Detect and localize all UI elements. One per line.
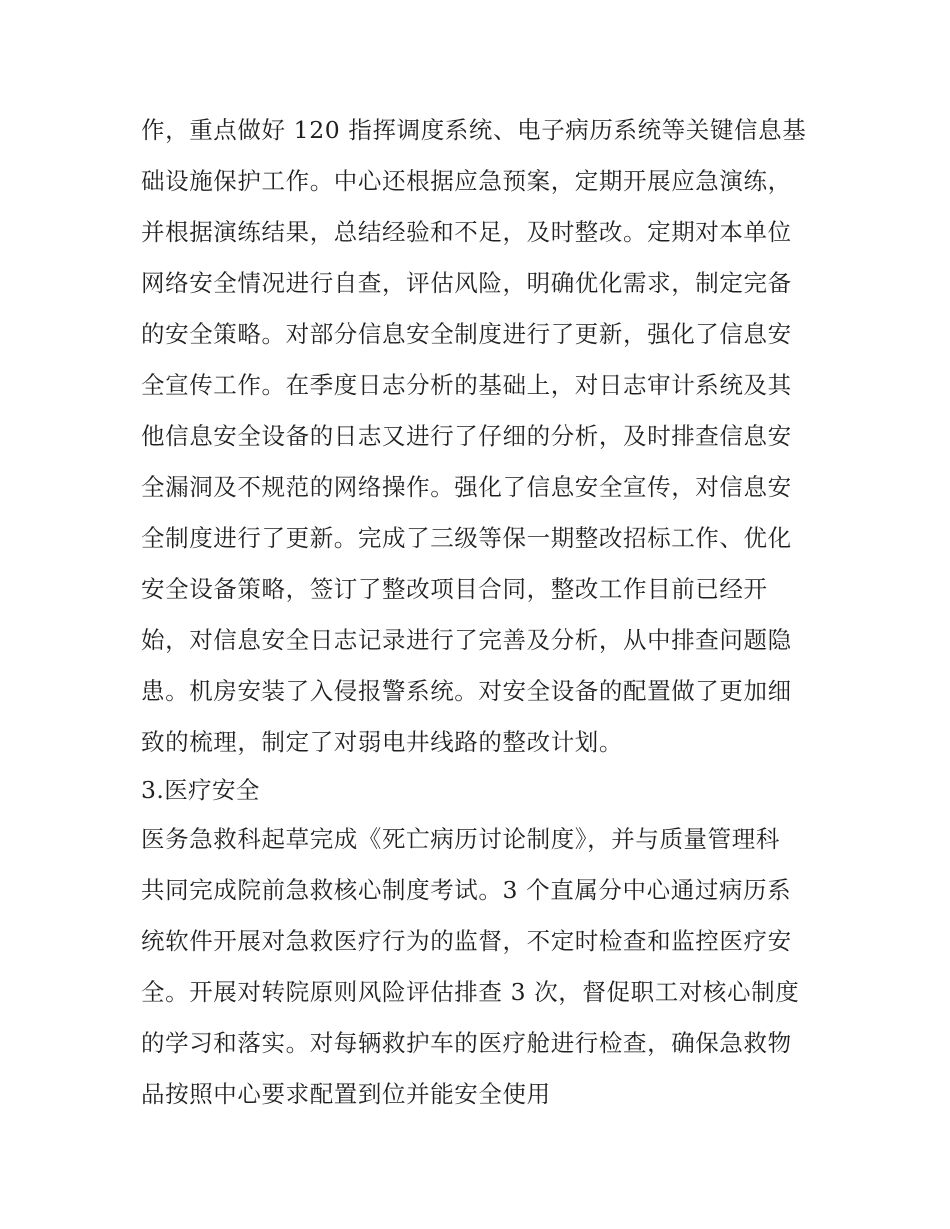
paragraph-line: 作，重点做好 120 指挥调度系统、电子病历系统等关键信息基 — [141, 116, 807, 144]
paragraph-line: 网络安全情况进行自查，评估风险，明确优化需求，制定完备 — [141, 269, 792, 297]
section-heading: 3.医疗安全 — [141, 776, 260, 804]
paragraph-line: 全宣传工作。在季度日志分析的基础上，对日志审计系统及其 — [141, 371, 792, 399]
paragraph-line: 安全设备策略，签订了整改项目合同，整改工作目前已经开 — [141, 575, 768, 603]
paragraph-line: 统软件开展对急救医疗行为的监督，不定时检查和监控医疗安 — [141, 927, 792, 955]
paragraph-line: 医务急救科起草完成《死亡病历讨论制度》，并与质量管理科 — [141, 825, 780, 853]
paragraph-line: 础设施保护工作。中心还根据应急预案，定期开展应急演练， — [141, 167, 792, 195]
paragraph-line: 品按照中心要求配置到位并能安全使用 — [141, 1080, 551, 1108]
paragraph-line: 他信息安全设备的日志又进行了仔细的分析，及时排查信息安 — [141, 422, 792, 450]
paragraph-line: 并根据演练结果，总结经验和不足，及时整改。定期对本单位 — [141, 218, 792, 246]
paragraph-line: 全漏洞及不规范的网络操作。强化了信息安全宣传，对信息安 — [141, 473, 792, 501]
paragraph-line: 始，对信息安全日志记录进行了完善及分析，从中排查问题隐 — [141, 626, 792, 654]
paragraph-line: 全。开展对转院原则风险评估排查 3 次，督促职工对核心制度 — [141, 978, 800, 1006]
paragraph-line: 致的梳理，制定了对弱电井线路的整改计划。 — [141, 728, 623, 756]
paragraph-line: 的安全策略。对部分信息安全制度进行了更新，强化了信息安 — [141, 320, 792, 348]
paragraph-line: 患。机房安装了入侵报警系统。对安全设备的配置做了更加细 — [141, 677, 792, 705]
paragraph-line: 全制度进行了更新。完成了三级等保一期整改招标工作、优化 — [141, 524, 792, 552]
paragraph-line: 的学习和落实。对每辆救护车的医疗舱进行检查，确保急救物 — [141, 1029, 792, 1057]
paragraph-line: 共同完成院前急救核心制度考试。3 个直属分中心通过病历系 — [141, 876, 792, 904]
